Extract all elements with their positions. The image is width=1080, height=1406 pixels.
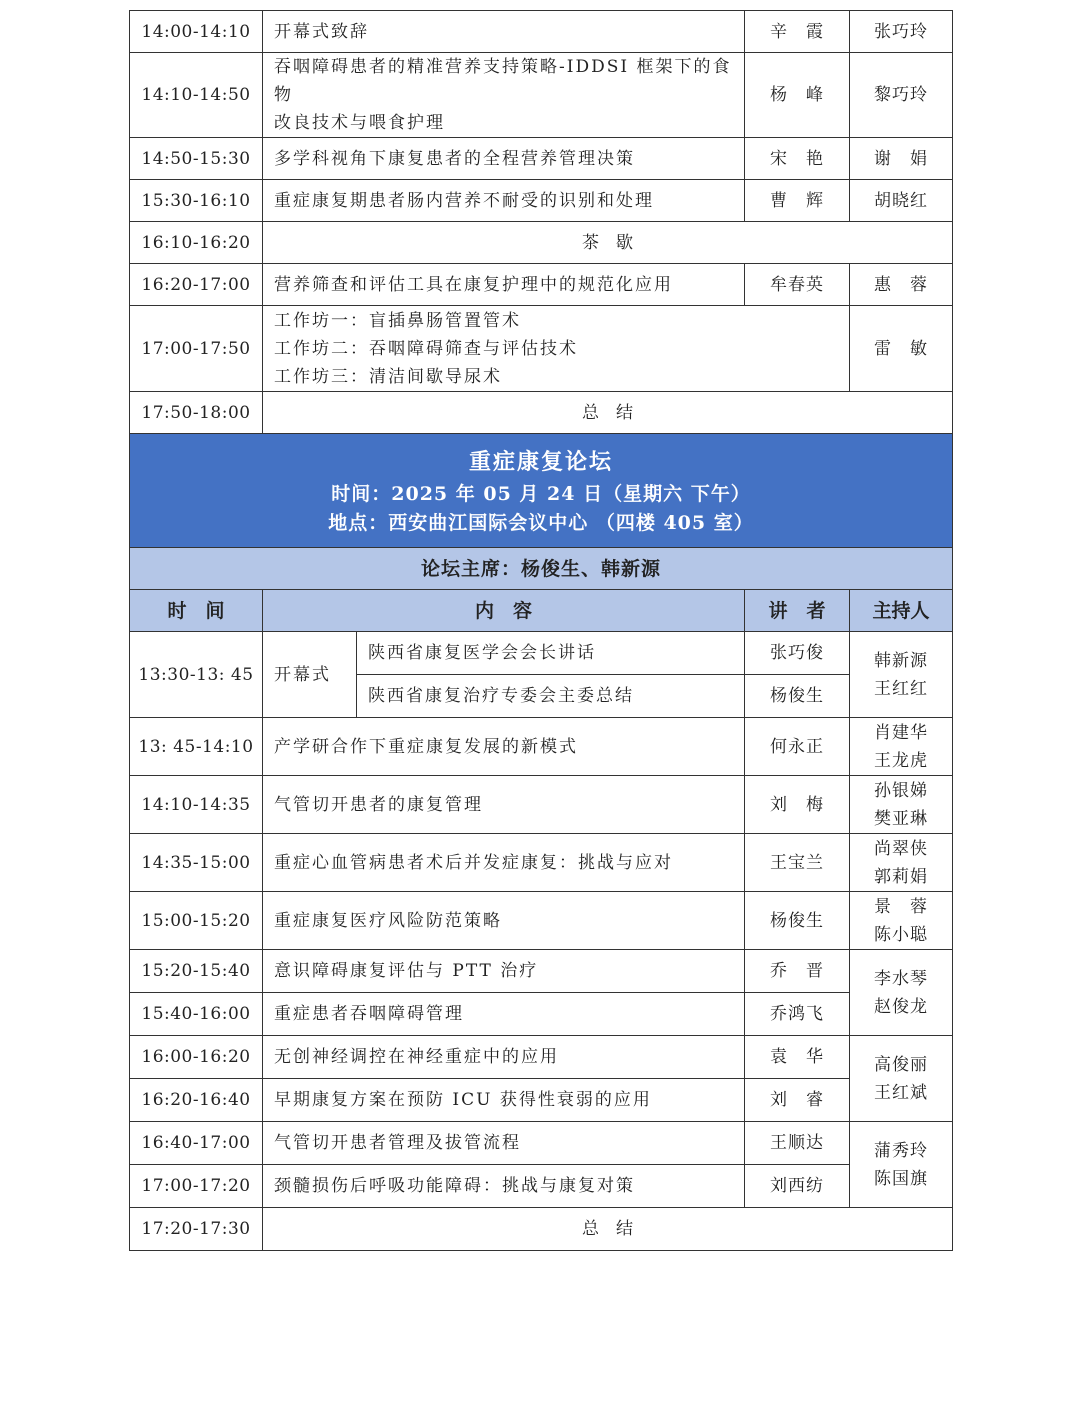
content-cell: 气管切开患者管理及拔管流程 bbox=[263, 1122, 745, 1165]
host-name: 孙银娣 bbox=[874, 780, 928, 801]
time-cell: 14:35-15:00 bbox=[130, 834, 263, 892]
content-cell: 陕西省康复治疗专委会主委总结 bbox=[357, 675, 745, 718]
header-host: 主持人 bbox=[850, 590, 953, 632]
time-cell: 17:00-17:50 bbox=[130, 306, 263, 392]
workshop-cell bbox=[263, 306, 850, 392]
host-cell: 胡晓红 bbox=[850, 180, 953, 222]
speaker-cell: 乔 晋 bbox=[745, 950, 850, 993]
content-cell: 陕西省康复医学会会长讲话 bbox=[357, 632, 745, 675]
speaker-cell: 乔鸿飞 bbox=[745, 993, 850, 1036]
table-row bbox=[130, 776, 953, 834]
header-speaker: 讲 者 bbox=[745, 590, 850, 632]
host-name: 赵俊龙 bbox=[874, 996, 928, 1017]
host-cell: 张巧玲 bbox=[850, 11, 953, 53]
speaker-cell: 袁 华 bbox=[745, 1036, 850, 1079]
table-row bbox=[130, 222, 953, 264]
schedule-table bbox=[129, 10, 953, 1251]
workshop-item: 工作坊二：吞咽障碍筛查与评估技术 bbox=[274, 338, 578, 359]
time-cell: 14:50-15:30 bbox=[130, 138, 263, 180]
host-cell bbox=[850, 834, 953, 892]
time-cell: 14:10-14:50 bbox=[130, 53, 263, 138]
host-name: 王龙虎 bbox=[874, 750, 928, 771]
table-row bbox=[130, 718, 953, 776]
time-cell: 15:40-16:00 bbox=[130, 993, 263, 1036]
time-cell: 13:30-13: 45 bbox=[130, 632, 263, 718]
table-row bbox=[130, 1079, 953, 1122]
speaker-cell: 曹 辉 bbox=[745, 180, 850, 222]
host-cell bbox=[850, 1122, 953, 1208]
time-cell: 17:20-17:30 bbox=[130, 1208, 263, 1251]
forum-chair: 论坛主席：杨俊生、韩新源 bbox=[130, 548, 953, 590]
content-cell bbox=[263, 53, 745, 138]
host-name: 陈国旗 bbox=[874, 1168, 928, 1189]
content-line: 改良技术与喂食护理 bbox=[274, 113, 445, 133]
speaker-cell: 杨俊生 bbox=[745, 892, 850, 950]
header-time: 时 间 bbox=[130, 590, 263, 632]
host-name: 高俊丽 bbox=[874, 1054, 928, 1075]
host-name: 王红红 bbox=[874, 678, 928, 699]
forum-banner bbox=[130, 434, 953, 548]
header-content: 内 容 bbox=[263, 590, 745, 632]
table-row bbox=[130, 306, 953, 392]
forum-time: 时间：2025 年 05 月 24 日（星期六 下午） bbox=[331, 482, 751, 505]
host-cell: 谢 娟 bbox=[850, 138, 953, 180]
content-cell: 无创神经调控在神经重症中的应用 bbox=[263, 1036, 745, 1079]
speaker-cell: 何永正 bbox=[745, 718, 850, 776]
speaker-cell: 杨 峰 bbox=[745, 53, 850, 138]
forum-chair-row bbox=[130, 548, 953, 590]
host-name: 肖建华 bbox=[874, 722, 928, 743]
host-cell: 惠 蓉 bbox=[850, 264, 953, 306]
content-line: 吞咽障碍患者的精准营养支持策略-IDDSI 框架下的食物 bbox=[274, 57, 732, 105]
table-row bbox=[130, 392, 953, 434]
time-cell: 16:20-16:40 bbox=[130, 1079, 263, 1122]
host-cell bbox=[850, 892, 953, 950]
content-cell: 气管切开患者的康复管理 bbox=[263, 776, 745, 834]
table-row bbox=[130, 11, 953, 53]
content-cell: 颈髓损伤后呼吸功能障碍：挑战与康复对策 bbox=[263, 1165, 745, 1208]
time-cell: 15:30-16:10 bbox=[130, 180, 263, 222]
table-row bbox=[130, 264, 953, 306]
content-cell: 早期康复方案在预防 ICU 获得性衰弱的应用 bbox=[263, 1079, 745, 1122]
speaker-cell: 王宝兰 bbox=[745, 834, 850, 892]
host-name: 樊亚琳 bbox=[874, 808, 928, 829]
host-cell: 黎巧玲 bbox=[850, 53, 953, 138]
time-cell: 16:00-16:20 bbox=[130, 1036, 263, 1079]
content-cell: 重症心血管病患者术后并发症康复：挑战与应对 bbox=[263, 834, 745, 892]
time-cell: 17:00-17:20 bbox=[130, 1165, 263, 1208]
speaker-cell: 杨俊生 bbox=[745, 675, 850, 718]
forum-banner-cell bbox=[130, 434, 953, 548]
speaker-cell: 刘 睿 bbox=[745, 1079, 850, 1122]
time-cell: 16:20-17:00 bbox=[130, 264, 263, 306]
table-row bbox=[130, 892, 953, 950]
host-name: 郭莉娟 bbox=[874, 866, 928, 887]
host-name: 韩新源 bbox=[874, 650, 928, 671]
table-header-row bbox=[130, 590, 953, 632]
opening-label: 开幕式 bbox=[263, 632, 357, 718]
host-name: 景 蓉 bbox=[874, 896, 928, 917]
content-cell: 多学科视角下康复患者的全程营养管理决策 bbox=[263, 138, 745, 180]
content-cell: 营养筛查和评估工具在康复护理中的规范化应用 bbox=[263, 264, 745, 306]
summary-cell: 总 结 bbox=[263, 1208, 953, 1251]
table-row bbox=[130, 1122, 953, 1165]
content-cell: 重症康复医疗风险防范策略 bbox=[263, 892, 745, 950]
content-cell: 重症患者吞咽障碍管理 bbox=[263, 993, 745, 1036]
table-row bbox=[130, 138, 953, 180]
host-name: 尚翠侠 bbox=[874, 838, 928, 859]
table-row bbox=[130, 180, 953, 222]
time-cell: 15:00-15:20 bbox=[130, 892, 263, 950]
time-cell: 15:20-15:40 bbox=[130, 950, 263, 993]
host-cell bbox=[850, 718, 953, 776]
content-cell: 意识障碍康复评估与 PTT 治疗 bbox=[263, 950, 745, 993]
host-cell bbox=[850, 950, 953, 1036]
speaker-cell: 张巧俊 bbox=[745, 632, 850, 675]
table-row bbox=[130, 632, 953, 675]
table-row bbox=[130, 1165, 953, 1208]
speaker-cell: 宋 艳 bbox=[745, 138, 850, 180]
host-cell: 雷 敏 bbox=[850, 306, 953, 392]
speaker-cell: 王顺达 bbox=[745, 1122, 850, 1165]
time-cell: 16:10-16:20 bbox=[130, 222, 263, 264]
host-name: 王红斌 bbox=[874, 1082, 928, 1103]
content-cell: 开幕式致辞 bbox=[263, 11, 745, 53]
forum-title: 重症康复论坛 bbox=[468, 448, 613, 475]
table-row bbox=[130, 1208, 953, 1251]
summary-cell: 总 结 bbox=[263, 392, 953, 434]
host-name: 陈小聪 bbox=[874, 924, 928, 945]
host-cell bbox=[850, 1036, 953, 1122]
host-cell bbox=[850, 776, 953, 834]
time-cell: 16:40-17:00 bbox=[130, 1122, 263, 1165]
tea-break-cell: 茶 歇 bbox=[263, 222, 953, 264]
table-row bbox=[130, 1036, 953, 1079]
host-name: 李水琴 bbox=[874, 968, 928, 989]
workshop-item: 工作坊一：盲插鼻肠管置管术 bbox=[274, 310, 521, 331]
time-cell: 14:00-14:10 bbox=[130, 11, 263, 53]
content-cell: 产学研合作下重症康复发展的新模式 bbox=[263, 718, 745, 776]
host-name: 蒲秀玲 bbox=[874, 1140, 928, 1161]
table-row bbox=[130, 993, 953, 1036]
speaker-cell: 刘西纺 bbox=[745, 1165, 850, 1208]
table-row bbox=[130, 53, 953, 138]
workshop-item: 工作坊三：清洁间歇导尿术 bbox=[274, 366, 502, 387]
time-cell: 13: 45-14:10 bbox=[130, 718, 263, 776]
host-cell bbox=[850, 632, 953, 718]
time-cell: 17:50-18:00 bbox=[130, 392, 263, 434]
content-cell: 重症康复期患者肠内营养不耐受的识别和处理 bbox=[263, 180, 745, 222]
table-row bbox=[130, 834, 953, 892]
time-cell: 14:10-14:35 bbox=[130, 776, 263, 834]
speaker-cell: 刘 梅 bbox=[745, 776, 850, 834]
forum-place: 地点：西安曲江国际会议中心 （四楼 405 室） bbox=[328, 511, 754, 534]
speaker-cell: 辛 霞 bbox=[745, 11, 850, 53]
speaker-cell: 牟春英 bbox=[745, 264, 850, 306]
table-row bbox=[130, 950, 953, 993]
